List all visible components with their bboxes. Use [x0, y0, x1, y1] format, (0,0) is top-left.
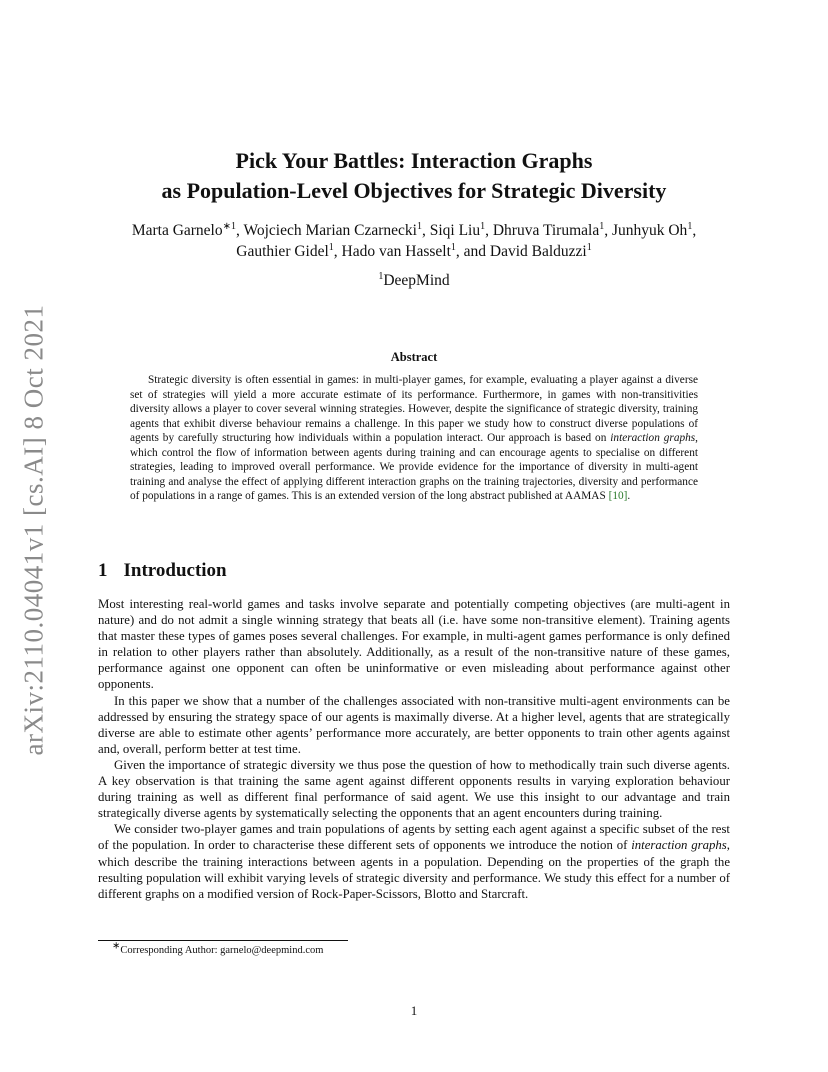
affiliation: [60, 272, 768, 290]
section-heading: [98, 560, 227, 582]
section-number: 1: [98, 560, 108, 581]
author-name: , Siqi Liu: [421, 222, 481, 239]
abstract-text: [130, 373, 698, 504]
paragraph: In this paper we show that a number of the challenges associated with non-transitive multi-agent environments can be addressed by ensuring the strategy space of our agents is maximally diverse. At a higher level, agents that are strategically diverse are able to estimate other agents’ performance more accurately, are better opponents to train other agents against and, overall, perform better at test time.: [98, 693, 730, 756]
author-name: , Junhyuk Oh: [604, 222, 688, 239]
arxiv-identifier: arXiv:2110.04041v1 [cs.AI] 8 Oct 2021: [18, 304, 49, 756]
title-line-1: Pick Your Battles: Interaction Graphs: [235, 148, 593, 173]
affiliation-superscript: 1: [378, 270, 384, 282]
author-name: , and David Balduzzi: [455, 243, 587, 260]
author-name: Marta Garnelo: [131, 222, 223, 239]
title-line-2: as Population-Level Objectives for Strategic Diversity: [161, 178, 667, 203]
abstract-text-part: Strategic diversity is often essential in games: in multi-player games, for example, evaluating a player against a diverse set of strategies will yield a more accurate estimate of its performance. Furthermore, in games with non-transitivities diversity allows a player to cover several winning strategies. However, despite the significance of strategic diversity, training agents that exhibit diverse behaviour remains a challenge. In this paper we study how to construct diverse populations of agents by carefully structuring how individuals within a population interact. Our approach is based on: [130, 374, 698, 444]
paragraph: [98, 821, 730, 901]
footnote-rule: [98, 940, 348, 941]
abstract-text-part: , which control the flow of information between agents during training and can encourage agents to specialise on different strategies, leading to improved overall performance. We provide evidence for the importance of diversity in multi-agent training and analyse the effect of applying different interaction graphs on the training trajectories, diversity and performance of populations in a range of games. This is an extended version of the long abstract published at AAMAS: [130, 432, 698, 502]
footnote-marker: ∗: [112, 940, 121, 952]
paper-title: [60, 146, 768, 206]
paragraph: Given the importance of strategic diversity we thus pose the question of how to methodically train such diverse agents. A key observation is that training the same agent against different opponents results in varying exploration behaviour during training as well as different final performance of said agent. We use this insight to our advantage and train strategically diverse agents by systematically selecting the opponents that an agent encounters during training.: [98, 757, 730, 821]
paragraph-emphasis: interaction graphs: [631, 838, 727, 853]
abstract-text-part: .: [627, 490, 631, 502]
page-number: 1: [410, 1003, 418, 1018]
author-superscript: 1: [416, 220, 422, 232]
introduction-body: [98, 596, 730, 902]
section-title: Introduction: [123, 560, 227, 581]
arxiv-sidebar-stamp: [14, 300, 54, 760]
affiliation-name: DeepMind: [383, 272, 450, 289]
author-name: , Dhruva Tirumala: [485, 222, 600, 239]
author-superscript: ∗1: [222, 220, 237, 232]
footnote-text: Corresponding Author: garnelo@deepmind.com: [120, 945, 324, 956]
paragraph-text-part: We consider two-player games and train populations of agents by setting each agent against a specific subset of the rest of the population. In order to characterise these different sets of opponents we introduce the notion of: [98, 822, 730, 853]
author-superscript: 1: [586, 241, 592, 253]
author-name: , Hado van Hasselt: [333, 243, 451, 260]
author-line-2: [70, 241, 758, 262]
author-name: , Wojciech Marian Czarnecki: [236, 222, 417, 239]
author-name: Gauthier Gidel: [236, 243, 329, 260]
author-list: [70, 220, 758, 262]
author-superscript: 1: [687, 220, 693, 232]
paragraph: Most interesting real-world games and tasks involve separate and potentially competing objectives (are multi-agent in nature) and do not admit a single winning strategy that beats all (i.e. have some non-transitive element). Training agents that master these types of games poses several challenges. For example, in multi-agent games performance is only defined in relation to other players rather than absolutely. Additionally, as a result of the non-transitive nature of these games, performance against one opponent can often be uninformative or even misleading about performance against other opponents.: [98, 597, 730, 692]
author-line-1: Marta Garnelo$^{∗1}$, Wojciech Marian Czarnecki$^1$, Siqi Liu$^1$, Dhruva Tirumala$^1$, Junhyuk Oh$^1$,: [131, 220, 697, 239]
footnote: [112, 940, 324, 956]
citation-link[interactable]: [10]: [608, 490, 628, 502]
abstract-emphasis: interaction graphs: [610, 432, 696, 444]
author-superscript: 1: [450, 241, 456, 253]
author-superscript: 1: [480, 220, 486, 232]
author-superscript: 1: [328, 241, 334, 253]
author-superscript: 1: [599, 220, 605, 232]
abstract-heading: Abstract: [390, 350, 438, 364]
paragraph-text-part: , which describe the training interactions between agents in a population. Depending on the properties of the graph the resulting population will exhibit varying levels of strategic diversity and performance. We study this effect for a number of different graphs on a modified version of Rock-Paper-Scissors, Blotto and Starcraft.: [98, 838, 730, 901]
